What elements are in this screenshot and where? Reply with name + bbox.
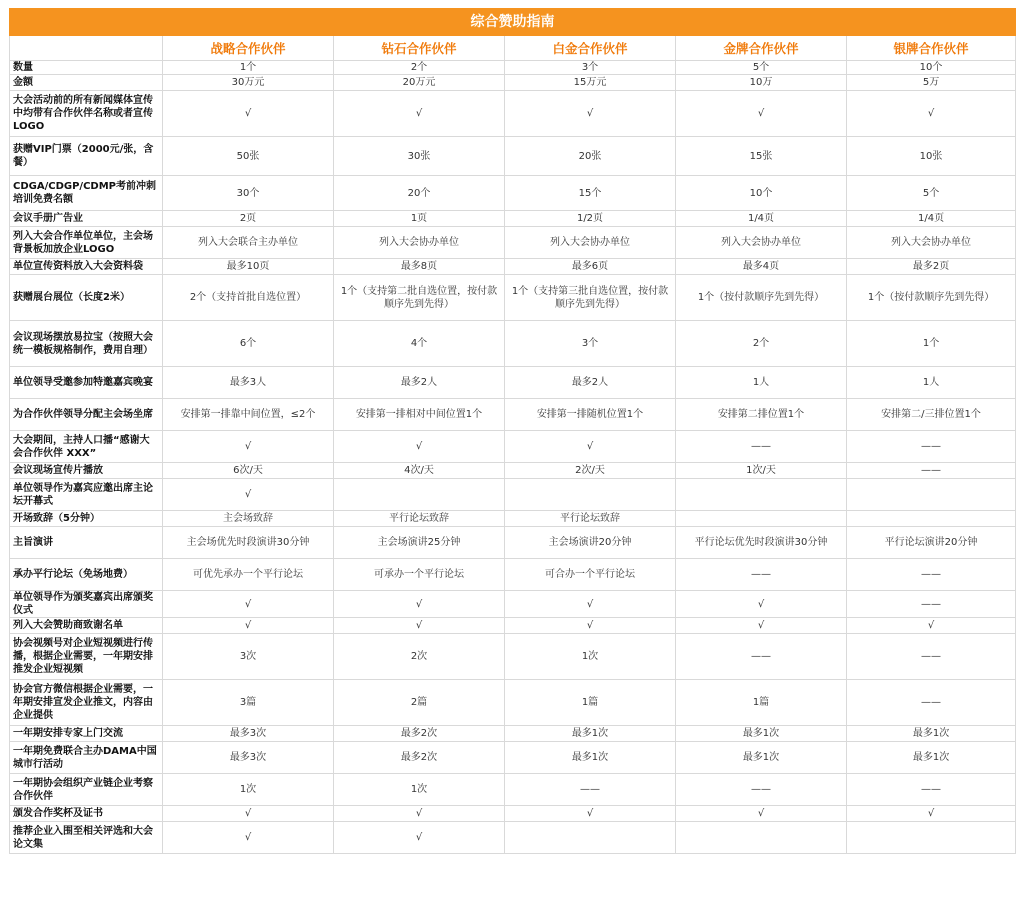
table-row bbox=[10, 431, 1016, 463]
tier-header: 战略合作伙伴 bbox=[163, 36, 334, 61]
table-cell: 最多1次 bbox=[676, 726, 847, 742]
table-cell: —— bbox=[847, 680, 1016, 726]
table-cell: 2篇 bbox=[334, 680, 505, 726]
table-cell: 50张 bbox=[163, 137, 334, 176]
table-cell: √ bbox=[334, 806, 505, 822]
row-label: 单位宣传资料放入大会资料袋 bbox=[10, 259, 163, 275]
row-label: 会议现场宣传片播放 bbox=[10, 463, 163, 479]
table-cell: 列入大会协办单位 bbox=[676, 227, 847, 259]
table-cell: 主会场致辞 bbox=[163, 511, 334, 527]
table-cell: 10万 bbox=[676, 75, 847, 91]
table-cell: 4次/天 bbox=[334, 463, 505, 479]
table-cell: 1篇 bbox=[676, 680, 847, 726]
table-cell: 1个（支持第二批自选位置，按付款顺序先到先得） bbox=[334, 275, 505, 321]
table-cell: 2个 bbox=[334, 61, 505, 75]
table-cell: 最多1次 bbox=[676, 742, 847, 774]
table-cell: √ bbox=[505, 806, 676, 822]
sponsorship-guide bbox=[9, 8, 1015, 854]
row-label: 单位领导作为嘉宾应邀出席主论坛开幕式 bbox=[10, 479, 163, 511]
table-cell: √ bbox=[163, 806, 334, 822]
table-cell: 20个 bbox=[334, 176, 505, 211]
table-cell: 30个 bbox=[163, 176, 334, 211]
table-row bbox=[10, 176, 1016, 211]
tier-header: 银牌合作伙伴 bbox=[847, 36, 1016, 61]
table-cell: 安排第二/三排位置1个 bbox=[847, 399, 1016, 431]
row-label: 单位领导受邀参加特邀嘉宾晚宴 bbox=[10, 367, 163, 399]
table-cell: √ bbox=[163, 591, 334, 618]
table-cell bbox=[676, 822, 847, 854]
table-row bbox=[10, 742, 1016, 774]
table-cell: √ bbox=[163, 479, 334, 511]
row-label: 一年期免费联合主办DAMA中国城市行活动 bbox=[10, 742, 163, 774]
table-cell: 最多2次 bbox=[334, 726, 505, 742]
table-row bbox=[10, 774, 1016, 806]
table-cell: 2个 bbox=[676, 321, 847, 367]
table-cell: 1篇 bbox=[505, 680, 676, 726]
table-row bbox=[10, 634, 1016, 680]
table-cell: 主会场演讲20分钟 bbox=[505, 527, 676, 559]
table-cell: √ bbox=[676, 618, 847, 634]
tier-header: 钻石合作伙伴 bbox=[334, 36, 505, 61]
table-row bbox=[10, 559, 1016, 591]
table-cell: √ bbox=[505, 431, 676, 463]
table-cell: √ bbox=[847, 91, 1016, 137]
table-row bbox=[10, 591, 1016, 618]
table-cell: 3次 bbox=[163, 634, 334, 680]
row-label: 大会活动前的所有新闻媒体宣传中均带有合作伙伴名称或者宣传LOGO bbox=[10, 91, 163, 137]
table-cell: 1个 bbox=[847, 321, 1016, 367]
table-row bbox=[10, 479, 1016, 511]
table-row bbox=[10, 806, 1016, 822]
table-cell bbox=[334, 479, 505, 511]
table-cell: —— bbox=[847, 463, 1016, 479]
table-cell: —— bbox=[676, 634, 847, 680]
table-cell: 平行论坛演讲20分钟 bbox=[847, 527, 1016, 559]
table-cell: 最多1次 bbox=[847, 726, 1016, 742]
row-label: 承办平行论坛（免场地费） bbox=[10, 559, 163, 591]
row-label: 会议手册广告业 bbox=[10, 211, 163, 227]
table-cell: √ bbox=[334, 591, 505, 618]
table-cell: 安排第一排相对中间位置1个 bbox=[334, 399, 505, 431]
table-cell: 最多2人 bbox=[334, 367, 505, 399]
table-row bbox=[10, 259, 1016, 275]
table-row bbox=[10, 75, 1016, 91]
table-cell: √ bbox=[334, 618, 505, 634]
row-label: CDGA/CDGP/CDMP考前冲刺培训免费名额 bbox=[10, 176, 163, 211]
table-cell: 2次/天 bbox=[505, 463, 676, 479]
table-cell: 6个 bbox=[163, 321, 334, 367]
table-cell: 最多2次 bbox=[334, 742, 505, 774]
table-cell: 最多2人 bbox=[505, 367, 676, 399]
table-cell: —— bbox=[676, 431, 847, 463]
table-cell bbox=[847, 479, 1016, 511]
table-cell: 30张 bbox=[334, 137, 505, 176]
table-cell: —— bbox=[676, 774, 847, 806]
table-cell: —— bbox=[505, 774, 676, 806]
table-cell: √ bbox=[163, 431, 334, 463]
row-label: 开场致辞（5分钟） bbox=[10, 511, 163, 527]
table-cell: 3个 bbox=[505, 321, 676, 367]
table-cell: 平行论坛优先时段演讲30分钟 bbox=[676, 527, 847, 559]
table-body bbox=[10, 61, 1016, 854]
row-label: 协会视频号对企业短视频进行传播，根据企业需要，一年期安排推发企业短视频 bbox=[10, 634, 163, 680]
row-label: 主旨演讲 bbox=[10, 527, 163, 559]
table-cell: 10个 bbox=[847, 61, 1016, 75]
table-cell: 1人 bbox=[847, 367, 1016, 399]
table-cell: 最多3次 bbox=[163, 742, 334, 774]
table-cell: 平行论坛致辞 bbox=[334, 511, 505, 527]
table-row bbox=[10, 367, 1016, 399]
table-cell: 列入大会协办单位 bbox=[505, 227, 676, 259]
table-cell: 安排第一排随机位置1个 bbox=[505, 399, 676, 431]
table-cell: 最多10页 bbox=[163, 259, 334, 275]
table-cell: —— bbox=[847, 634, 1016, 680]
table-cell: √ bbox=[847, 618, 1016, 634]
table-cell: √ bbox=[334, 91, 505, 137]
table-cell: 1个（支持第三批自选位置，按付款顺序先到先得） bbox=[505, 275, 676, 321]
table-title: 综合赞助指南 bbox=[10, 9, 1016, 36]
table-row bbox=[10, 399, 1016, 431]
table-cell: 最多2页 bbox=[847, 259, 1016, 275]
table-cell: 最多4页 bbox=[676, 259, 847, 275]
sponsorship-table bbox=[9, 8, 1016, 854]
table-cell: 1页 bbox=[334, 211, 505, 227]
table-cell: 最多6页 bbox=[505, 259, 676, 275]
table-cell: 平行论坛致辞 bbox=[505, 511, 676, 527]
table-cell: 3篇 bbox=[163, 680, 334, 726]
row-label: 金额 bbox=[10, 75, 163, 91]
table-cell: 最多8页 bbox=[334, 259, 505, 275]
table-cell: √ bbox=[676, 806, 847, 822]
table-row bbox=[10, 321, 1016, 367]
row-label: 为合作伙伴领导分配主会场坐席 bbox=[10, 399, 163, 431]
table-cell: 2个（支持首批自选位置） bbox=[163, 275, 334, 321]
table-cell: 可优先承办一个平行论坛 bbox=[163, 559, 334, 591]
table-cell: 15个 bbox=[505, 176, 676, 211]
row-label: 协会官方微信根据企业需要，一年期安排宣发企业推文，内容由企业提供 bbox=[10, 680, 163, 726]
table-row bbox=[10, 275, 1016, 321]
table-cell: √ bbox=[505, 618, 676, 634]
table-row bbox=[10, 822, 1016, 854]
table-cell: √ bbox=[676, 91, 847, 137]
tier-header-row bbox=[10, 36, 1016, 61]
table-cell: 列入大会协办单位 bbox=[847, 227, 1016, 259]
table-cell: 最多3次 bbox=[163, 726, 334, 742]
table-cell: 10张 bbox=[847, 137, 1016, 176]
table-row bbox=[10, 618, 1016, 634]
table-cell: √ bbox=[163, 822, 334, 854]
table-cell bbox=[676, 479, 847, 511]
table-cell: 可承办一个平行论坛 bbox=[334, 559, 505, 591]
table-cell: 2页 bbox=[163, 211, 334, 227]
table-cell: √ bbox=[334, 431, 505, 463]
table-row bbox=[10, 726, 1016, 742]
table-row bbox=[10, 91, 1016, 137]
tier-header: 白金合作伙伴 bbox=[505, 36, 676, 61]
table-cell: 1次 bbox=[334, 774, 505, 806]
table-row bbox=[10, 463, 1016, 479]
row-label: 会议现场摆放易拉宝（按照大会统一模板规格制作，费用自理） bbox=[10, 321, 163, 367]
table-cell: √ bbox=[676, 591, 847, 618]
tier-header: 金牌合作伙伴 bbox=[676, 36, 847, 61]
row-label: 大会期间，主持人口播“感谢大会合作伙伴 XXX” bbox=[10, 431, 163, 463]
table-cell: 15张 bbox=[676, 137, 847, 176]
table-cell: 20张 bbox=[505, 137, 676, 176]
table-row bbox=[10, 527, 1016, 559]
row-label: 数量 bbox=[10, 61, 163, 75]
table-cell: 5个 bbox=[676, 61, 847, 75]
table-cell: √ bbox=[847, 806, 1016, 822]
table-cell: 1个 bbox=[163, 61, 334, 75]
row-label: 一年期协会组织产业链企业考察合作伙伴 bbox=[10, 774, 163, 806]
row-label: 推荐企业入围至相关评选和大会论文集 bbox=[10, 822, 163, 854]
table-cell: √ bbox=[505, 91, 676, 137]
table-cell: 最多1次 bbox=[847, 742, 1016, 774]
table-cell: 1次 bbox=[163, 774, 334, 806]
table-row bbox=[10, 511, 1016, 527]
table-cell: 主会场演讲25分钟 bbox=[334, 527, 505, 559]
row-label: 一年期安排专家上门交流 bbox=[10, 726, 163, 742]
row-label: 列入大会赞助商致谢名单 bbox=[10, 618, 163, 634]
table-cell: √ bbox=[163, 618, 334, 634]
table-cell: 1次 bbox=[505, 634, 676, 680]
table-row bbox=[10, 137, 1016, 176]
table-cell bbox=[847, 822, 1016, 854]
table-cell: 主会场优先时段演讲30分钟 bbox=[163, 527, 334, 559]
table-cell: —— bbox=[847, 431, 1016, 463]
table-cell bbox=[676, 511, 847, 527]
table-cell bbox=[847, 511, 1016, 527]
table-row bbox=[10, 61, 1016, 75]
table-cell bbox=[505, 479, 676, 511]
table-cell: √ bbox=[505, 591, 676, 618]
table-cell: 1人 bbox=[676, 367, 847, 399]
table-cell: 4个 bbox=[334, 321, 505, 367]
table-cell: 最多1次 bbox=[505, 726, 676, 742]
table-cell: 1/2页 bbox=[505, 211, 676, 227]
table-cell: 安排第二排位置1个 bbox=[676, 399, 847, 431]
table-cell: —— bbox=[847, 591, 1016, 618]
table-cell: 1/4页 bbox=[847, 211, 1016, 227]
table-cell: 5个 bbox=[847, 176, 1016, 211]
row-label: 单位领导作为颁奖嘉宾出席颁奖仪式 bbox=[10, 591, 163, 618]
row-label: 获赠展台展位（长度2米） bbox=[10, 275, 163, 321]
table-cell: —— bbox=[847, 774, 1016, 806]
table-cell: 安排第一排靠中间位置，≤2个 bbox=[163, 399, 334, 431]
table-cell: 最多1次 bbox=[505, 742, 676, 774]
table-cell: 20万元 bbox=[334, 75, 505, 91]
table-row bbox=[10, 227, 1016, 259]
table-cell: 最多3人 bbox=[163, 367, 334, 399]
table-cell: 10个 bbox=[676, 176, 847, 211]
table-cell bbox=[505, 822, 676, 854]
table-cell: 15万元 bbox=[505, 75, 676, 91]
row-label: 获赠VIP门票（2000元/张，含餐） bbox=[10, 137, 163, 176]
corner-cell bbox=[10, 36, 163, 61]
table-cell: 6次/天 bbox=[163, 463, 334, 479]
table-cell: 30万元 bbox=[163, 75, 334, 91]
table-cell: 2次 bbox=[334, 634, 505, 680]
table-cell: 1/4页 bbox=[676, 211, 847, 227]
table-row bbox=[10, 680, 1016, 726]
table-cell: 列入大会协办单位 bbox=[334, 227, 505, 259]
table-cell: √ bbox=[334, 822, 505, 854]
table-cell: 列入大会联合主办单位 bbox=[163, 227, 334, 259]
table-cell: 3个 bbox=[505, 61, 676, 75]
table-cell: 1个（按付款顺序先到先得） bbox=[676, 275, 847, 321]
table-cell: 1个（按付款顺序先到先得） bbox=[847, 275, 1016, 321]
table-row bbox=[10, 211, 1016, 227]
table-cell: 可合办一个平行论坛 bbox=[505, 559, 676, 591]
row-label: 列入大会合作单位单位，主会场背景板加放企业LOGO bbox=[10, 227, 163, 259]
row-label: 颁发合作奖杯及证书 bbox=[10, 806, 163, 822]
table-cell: √ bbox=[163, 91, 334, 137]
table-cell: 5万 bbox=[847, 75, 1016, 91]
table-cell: —— bbox=[676, 559, 847, 591]
table-cell: 1次/天 bbox=[676, 463, 847, 479]
table-cell: —— bbox=[847, 559, 1016, 591]
